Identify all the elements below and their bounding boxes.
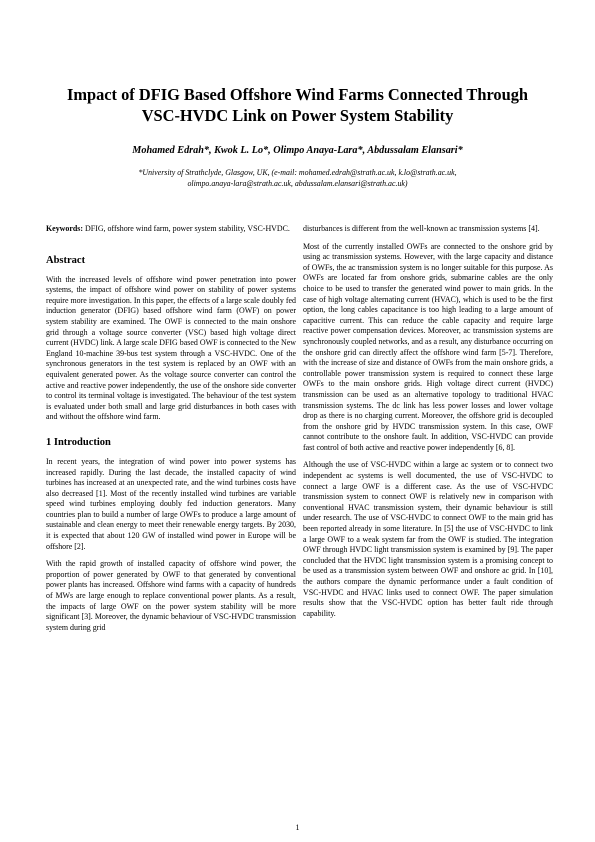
- page-number: 1: [295, 823, 300, 832]
- keywords-label: Keywords:: [46, 224, 84, 233]
- affiliation: [40, 168, 555, 189]
- keywords-text: DFIG, offshore wind farm, power system stability, VSC-HVDC.: [85, 224, 290, 233]
- intro-paragraph-4: Most of the currently installed OWFs are connected to the onshore grid by using ac transmission systems. However, with the large capacity and distance of OWFs, the ac transmission system is no longer suitable for this purpose. As OWFs are located far from onshore grids, submarine cables are the only choice to be used to transfer the generated wind power to main grids. In the case of high voltage alternating current (HVAC), which is used to be the first option, the long cables capacitance is too high leading to a large amount of capacitive current. This can reduce the cable capacity and require large reactive power compensation devices. Moreover, ac transmission systems are synchronously coupled networks, and as a result, any disturbance occurring on the onshore grid can directly affect the offshore wind farm [5-7]. Therefore, with the increase of size and distance of OWFs from the main onshore grids, a controllable power transmission system is required to connect these large OWFs to the main onshore grids. High voltage direct current (HVDC) transmission can be used as an alternative topology to traditional HVAC transmission systems. The dc link has less power losses and lower voltage drop as there is no charging current. Moreover, the offshore grid is decoupled from the onshore grid by HVDC transmission system. In this case, OWF cannot contribute to the onshore fault. In addition, VSC-HVDC can provide fast control of both active and reactive power independently [6, 8].: [303, 241, 553, 452]
- keywords: [46, 224, 296, 235]
- author-list: Mohamed Edrah*, Kwok L. Lo*, Olimpo Anaya-Lara*, Abdussalam Elansari*: [132, 145, 463, 156]
- left-column: [46, 224, 296, 640]
- abstract-text: With the increased levels of offshore wind power penetration into power systems, the impact of offshore wind power on stability of power systems require more investigation. In this paper, the effects of a large scale doubly fed induction generator (DFIG) based offshore wind farm (OWF) on power system stability are examined. The OWF is connected to the main onshore grid through a voltage source converter (VSC) based high voltage direct current (HVDC) link. A large scale DFIG based OWF is connected to the New England 10-machine 39-bus test system through a VSC-HVDC. One of the synchronous generators in the test system is replaced by an OWF with an equivalent generated power. As the voltage source converter can control the active and reactive power independently, the use of the onshore side converter to control its terminal voltage is investigated. The behaviour of the test system is evaluated under both small and large grid disturbances in both cases with and without the offshore wind farm.: [46, 274, 296, 422]
- paper-title: [40, 84, 555, 126]
- abstract-heading: Abstract: [46, 254, 86, 266]
- intro-paragraph-1: In recent years, the integration of wind power into power systems has increased rapidly. During the last decade, the installed capacity of wind turbines has increased at an unexpected rate, and the wind turbines costs have also decreased [1]. Most of the recently installed wind turbines are variable speed wind turbines employing doubly fed induction generators. Many countries plan to build a number of large OWFs to produce a large amount of sustainable and clean energy to meet their renewable energy targets. By 2030, it is expected that about 120 GW of installed wind power in Europe will be offshore [2].: [46, 456, 296, 551]
- title-line-2: VSC-HVDC Link on Power System Stability: [141, 106, 454, 125]
- affiliation-line-2: olimpo.anaya-lara@strath.ac.uk, abdussalam.elansari@strath.ac.uk): [187, 178, 408, 188]
- title-line-1: Impact of DFIG Based Offshore Wind Farms Connected Through: [66, 85, 529, 104]
- introduction-heading: 1 Introduction: [46, 436, 111, 448]
- affiliation-line-1: *University of Strathclyde, Glasgow, UK, (e-mail: mohamed.edrah@strath.ac.uk, k.lo@strath.ac.uk,: [138, 168, 457, 177]
- intro-paragraph-2: With the rapid growth of installed capacity of offshore wind power, the proportion of power generated by OWF to that generated by conventional power plants has increased. Offshore wind farms with a capacity of hundreds of MWs are large enough to replace conventional power plants. As a result, the impacts of large OWF on the power system stability will be more significant [3]. Moreover, the dynamic behaviour of VSC-HVDC transmission system during grid: [46, 559, 296, 632]
- right-column: [303, 224, 553, 626]
- intro-paragraph-3: disturbances is different from the well-known ac transmission systems [4].: [303, 224, 540, 233]
- intro-paragraph-5: Although the use of VSC-HVDC within a large ac system or to connect two independent ac systems is well documented, the use of VSC-HVDC to connect a large OWF is a different case. As the use of VSC-HVDC transmission system to connect OWF is relatively new in comparison with conventional HVAC transmission system, their dynamic behaviour is still under research. The use of VSC-HVDC to connect OWF to the main grid has been reported already in some literature. In [5] the use of VSC-HVDC to link a large OWF to a weak system far from the OWF is studied. The integration OWF through HVDC light transmission system is examined by [9]. The paper concluded that the HVDC light transmission system is a promising concept to be used as a transmission system between OWF and onshore ac grid. In [10], the authors compare the dynamic performance under a fault condition of VSC-HVDC and HVAC links used to connect OWF. The paper simulation results show that the VSC-HVDC option has better fault ride through capability.: [303, 460, 553, 618]
